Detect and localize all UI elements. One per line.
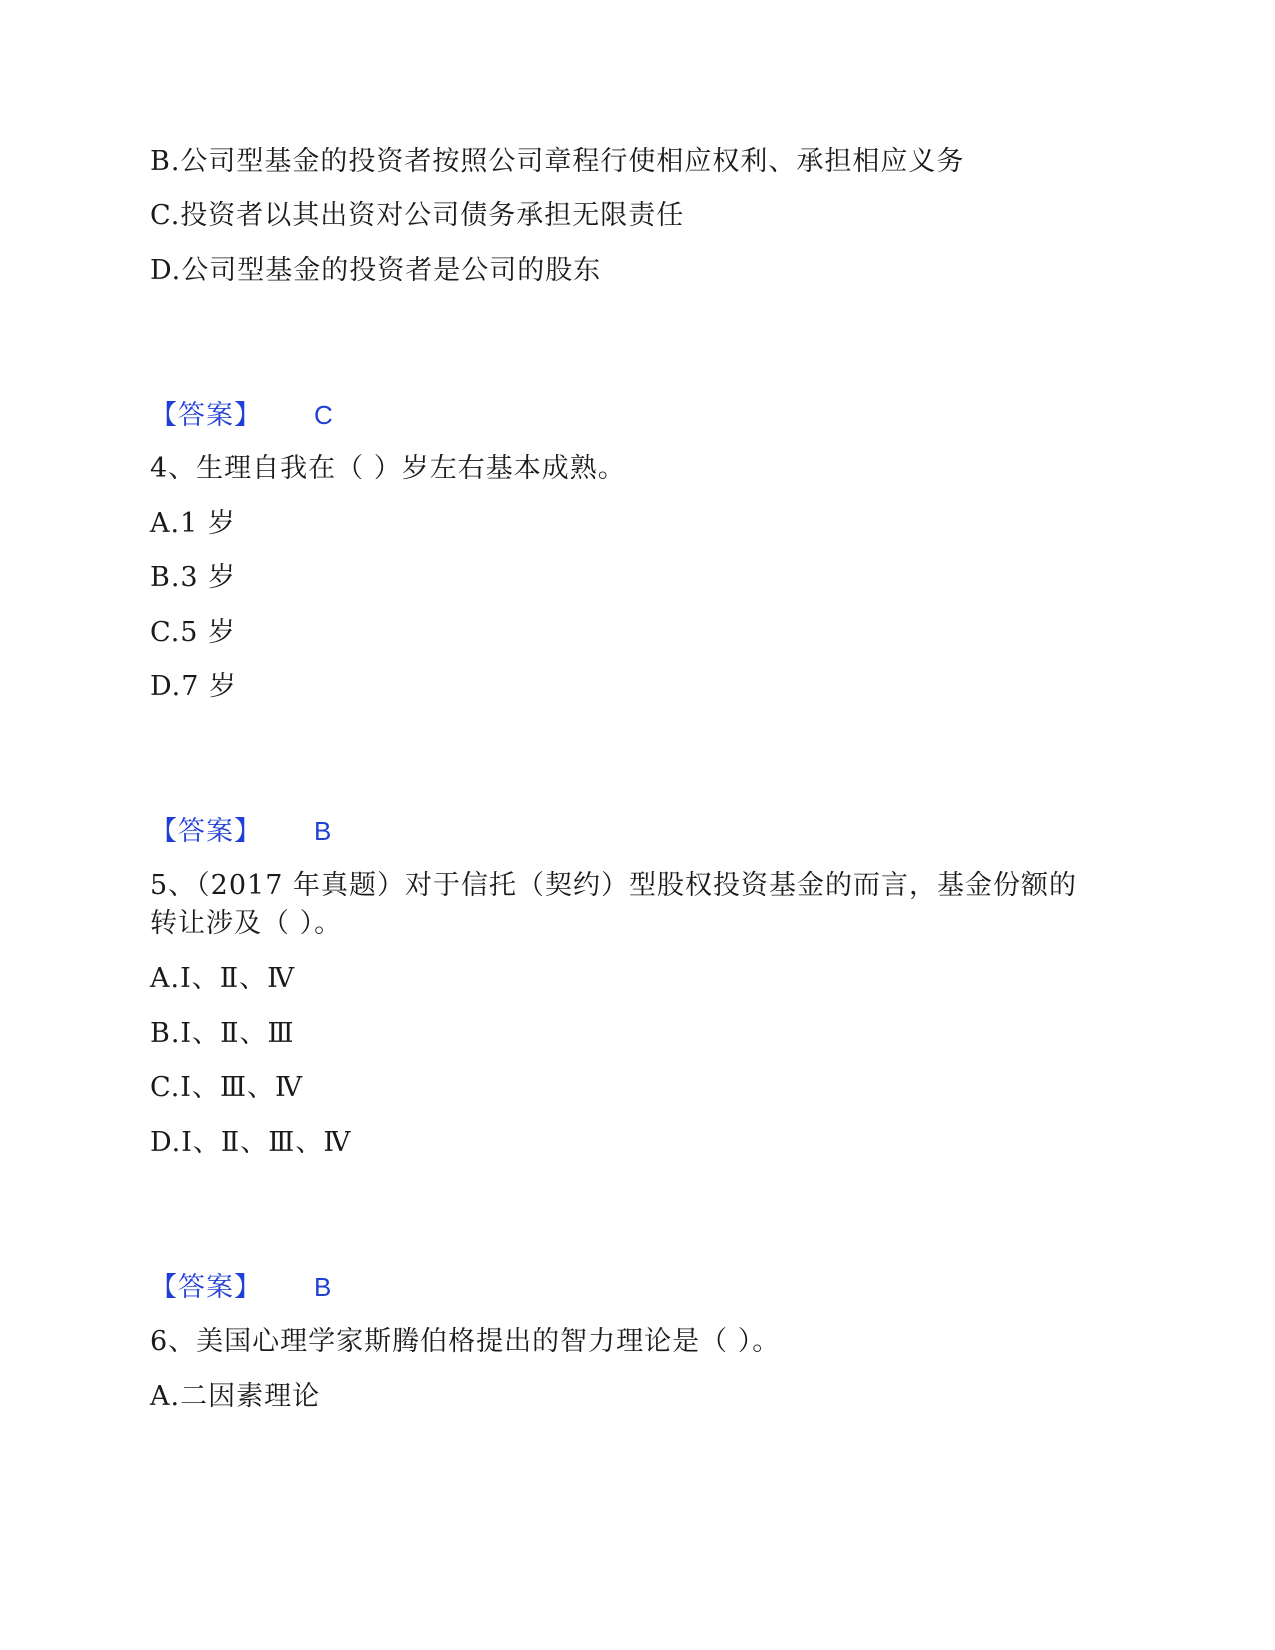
q4-option-c: C.5 岁	[150, 617, 237, 648]
q5-stem-line1: 5、（2017 年真题）对于信托（契约）型股权投资基金的而言，基金份额的	[150, 870, 1077, 901]
answer-label: 【答案】	[150, 400, 262, 431]
answer-label: 【答案】	[150, 816, 262, 847]
answer-value: C	[314, 400, 333, 430]
q5-answer	[150, 1270, 331, 1305]
q4-option-a: A.1 岁	[150, 508, 236, 539]
q4-stem: 4、生理自我在（ ）岁左右基本成熟。	[150, 453, 626, 484]
q5-option-c: C.Ⅰ、Ⅲ、Ⅳ	[150, 1072, 303, 1103]
q5-stem-line2: 转让涉及（ ）。	[150, 908, 343, 939]
answer-value: B	[314, 816, 332, 846]
q4-option-b: B.3 岁	[150, 562, 237, 593]
q3-answer	[150, 398, 333, 433]
q6-option-a: A.二因素理论	[150, 1381, 321, 1412]
q5-option-d: D.Ⅰ、Ⅱ、Ⅲ、Ⅳ	[150, 1127, 352, 1158]
answer-value: B	[314, 1272, 332, 1302]
q5-option-a: A.Ⅰ、Ⅱ、Ⅳ	[150, 963, 296, 994]
q4-answer	[150, 814, 331, 849]
q3-option-b: B.公司型基金的投资者按照公司章程行使相应权利、承担相应义务	[150, 146, 965, 177]
answer-label: 【答案】	[150, 1272, 262, 1303]
q3-option-c: C.投资者以其出资对公司债务承担无限责任	[150, 200, 685, 231]
q3-option-d: D.公司型基金的投资者是公司的股东	[150, 255, 602, 286]
q6-stem: 6、美国心理学家斯腾伯格提出的智力理论是（ ）。	[150, 1326, 781, 1357]
q5-option-b: B.Ⅰ、Ⅱ、Ⅲ	[150, 1018, 295, 1049]
q4-option-d: D.7 岁	[150, 671, 238, 702]
